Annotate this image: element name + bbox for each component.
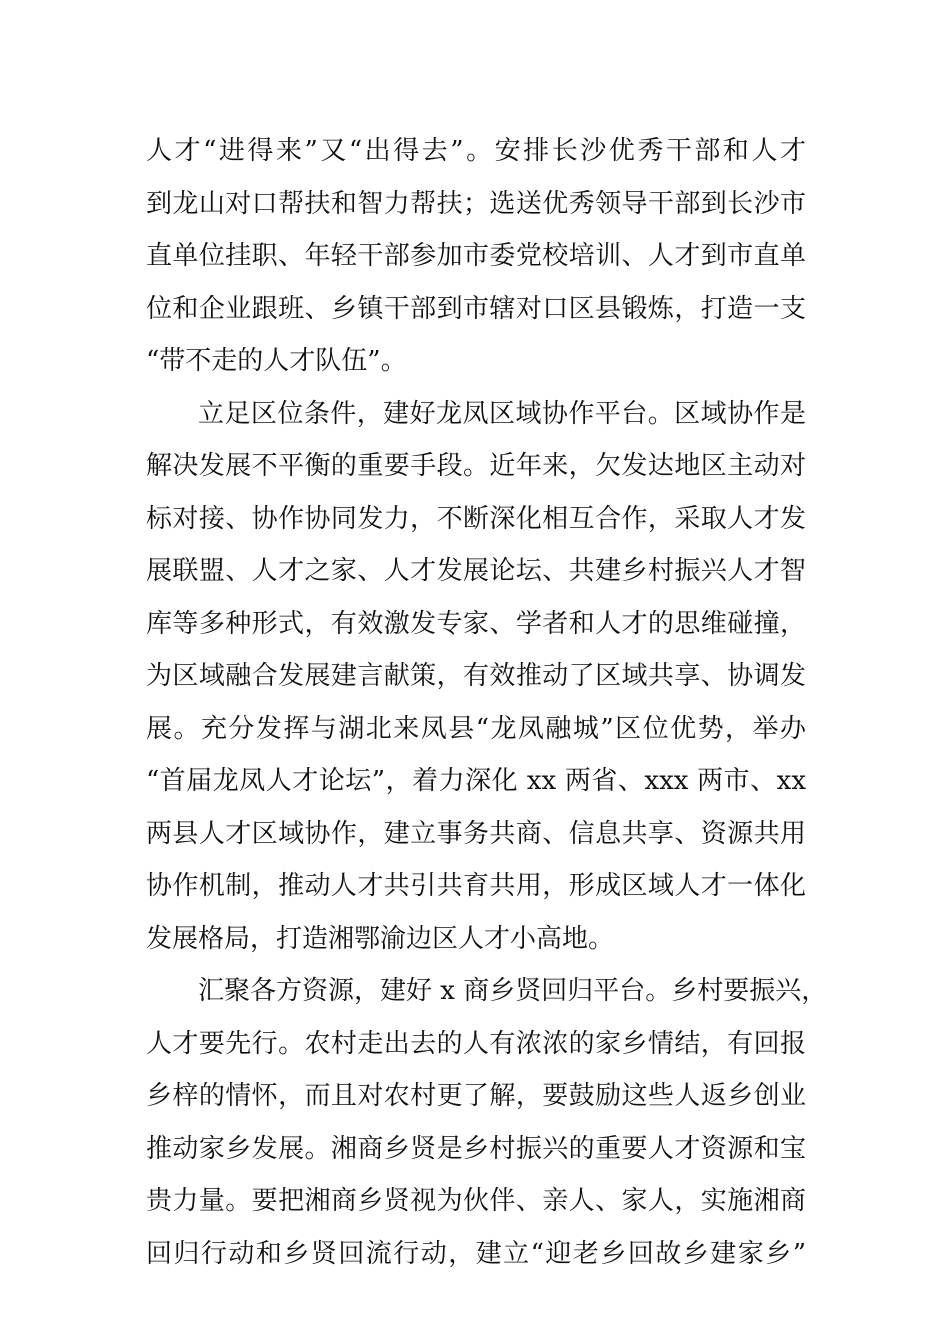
text-line: 协作机制，推动人才共引共育共用，形成区域人才一体化 — [146, 871, 806, 901]
text-line: 到龙山对口帮扶和智力帮扶；选送优秀领导干部到长沙市 — [146, 188, 806, 219]
text-line: 位和企业跟班、乡镇干部到市辖对口区县锻炼，打造一支 — [146, 293, 806, 324]
text-line: 两县人才区域协作，建立事务共商、信息共享、资源共用 — [146, 818, 806, 849]
text-line: 推动家乡发展。湘商乡贤是乡村振兴的重要人才资源和宝 — [146, 1133, 806, 1164]
text-line: “带不走的人才队伍”。 — [146, 346, 407, 376]
text-line: 回归行动和乡贤回流行动，建立“迎老乡回故乡建家乡” — [146, 1238, 806, 1269]
text-line: 乡梓的情怀，而且对农村更了解，要鼓励这些人返乡创业 — [146, 1081, 806, 1111]
document-page — [146, 125, 828, 1280]
text-line: 展联盟、人才之家、人才发展论坛、共建乡村振兴人才智 — [146, 556, 806, 586]
text-line: 人才“进得来”又“出得去”。安排长沙优秀干部和人才 — [146, 136, 806, 166]
text-line: “首届龙凤人才论坛”，着力深化 xx 两省、xxx 两市、xx — [146, 766, 806, 796]
text-line: 库等多种形式，有效激发专家、学者和人才的思维碰撞， — [146, 608, 806, 639]
text-line: 标对接、协作协同发力，不断深化相互合作，采取人才发 — [146, 503, 806, 534]
text-line: 发展格局，打造湘鄂渝边区人才小高地。 — [146, 923, 615, 954]
text-line: 展。充分发挥与湖北来凤县“龙凤融城”区位优势，举办 — [146, 713, 806, 744]
paragraph-heading-line: 立足区位条件，建好龙凤区域协作平台。区域协作是 — [198, 398, 806, 429]
paragraph-heading-line: 汇聚各方资源，建好 x 商乡贤回归平台。乡村要振兴， — [198, 976, 828, 1006]
text-line: 为区域融合发展建言献策，有效推动了区域共享、协调发 — [146, 661, 806, 691]
text-line: 解决发展不平衡的重要手段。近年来，欠发达地区主动对 — [146, 451, 806, 481]
text-line: 贵力量。要把湘商乡贤视为伙伴、亲人、家人，实施湘商 — [146, 1186, 806, 1216]
text-line: 直单位挂职、年轻干部参加市委党校培训、人才到市直单 — [146, 241, 806, 271]
text-line: 人才要先行。农村走出去的人有浓浓的家乡情结，有回报 — [146, 1028, 806, 1059]
